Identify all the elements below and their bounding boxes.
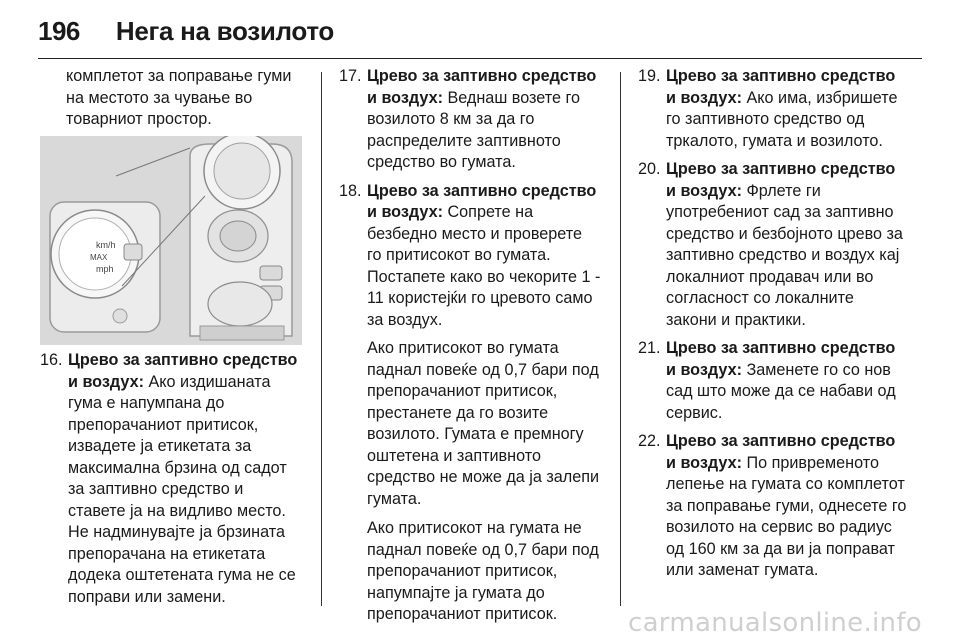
watermark: carmanualsonline.info (627, 608, 922, 638)
page-title: Нега на возилото (115, 16, 334, 46)
step-16 (40, 350, 302, 608)
step-number: 19. (638, 67, 661, 85)
step-text: Веднаш возете го возилото 8 км за да го распределите заптивното средство во гумата. (367, 88, 581, 171)
step-number: 21. (638, 339, 661, 357)
step-number: 17. (339, 67, 362, 85)
step-number: 16. (40, 351, 63, 369)
paragraph-pressure-dropped: Ако притисокот во гумата паднал повеќе од 0,7 бари под препорачаниот притисок, престанете да го возите возилото. Гумата е премногу оштетена и заптивното средство не може да ја залепи гумата. (367, 339, 600, 508)
step-number: 20. (638, 160, 661, 178)
label-kmh: km/h (96, 240, 116, 250)
column-divider-1 (321, 72, 322, 606)
column-3 (638, 66, 908, 589)
column-2 (339, 66, 601, 634)
step-heading: Црево за заптивно средство и воздух: (666, 432, 896, 472)
sealant-container-illustration (40, 136, 302, 345)
step-text: Заменете го со нов сад што може да се набави од сервис. (666, 360, 896, 422)
step-20 (638, 159, 908, 331)
step-21 (638, 338, 908, 424)
step-19 (638, 66, 908, 152)
step-22 (638, 431, 908, 582)
step-text: Сопрете на безбедно место и проверете го притисокот во гумата. Постапете како во чекорите 1 - 11 користејќи го цревото само за воздух. (367, 203, 601, 329)
paragraph-pressure-ok: Ако притисокот на гумата не паднал повеќе од 0,7 бари под препорачаниот притисок, напумпајте ја гумата до препорачаниот притисок. (367, 519, 599, 623)
step-17 (339, 66, 601, 174)
step-text: Ако има, избришете го заптивното средство од тркалото, гумата и возилото. (666, 88, 898, 150)
header-divider (38, 58, 922, 59)
step-text: Ако издишаната гума е напумпана до препорачаниот притисок, извадете ја етикетата за максимална брзина од садот за заптивно средство и ставете ја на видливо место. Не надминувајте ја брзината препорачана на етикетата додека оштетената гума не се поправи или замени. (68, 372, 296, 606)
page-header (38, 16, 334, 52)
step-heading: Црево за заптивно средство и воздух: (367, 67, 597, 107)
step-heading: Црево за заптивно средство и воздух: (367, 181, 597, 221)
column-1 (40, 66, 302, 139)
label-max: MAX (90, 253, 108, 262)
step-heading: Црево за заптивно средство и воздух: (666, 160, 896, 200)
step-number: 22. (638, 432, 661, 450)
column-divider-2 (620, 72, 621, 606)
step-heading: Црево за заптивно средство и воздух: (666, 339, 896, 379)
step-heading: Црево за заптивно средство и воздух: (68, 351, 298, 391)
step-text: По привременото лепење на гумата со комплетот за поправање гуми, однесете го возилото на сервис во радиус од 160 км за да ви ја поправат или заменат гумата. (666, 453, 907, 579)
step-number: 18. (339, 181, 362, 200)
step-18 (339, 181, 601, 332)
column-1-lower (40, 350, 302, 615)
intro-paragraph: комплетот за поправање гуми на местото за чување во товарниот простор. (66, 67, 292, 128)
label-mph: mph (96, 264, 114, 274)
page-number: 196 (38, 16, 80, 46)
step-text: Фрлете ги употребениот сад за заптивно средство и безбојното црево за заптивно средство и воздух кај локалниот продавач или во согласност со локалните закони и практики. (666, 181, 903, 329)
sealant-container-figure (40, 136, 302, 345)
step-heading: Црево за заптивно средство и воздух: (666, 67, 896, 107)
